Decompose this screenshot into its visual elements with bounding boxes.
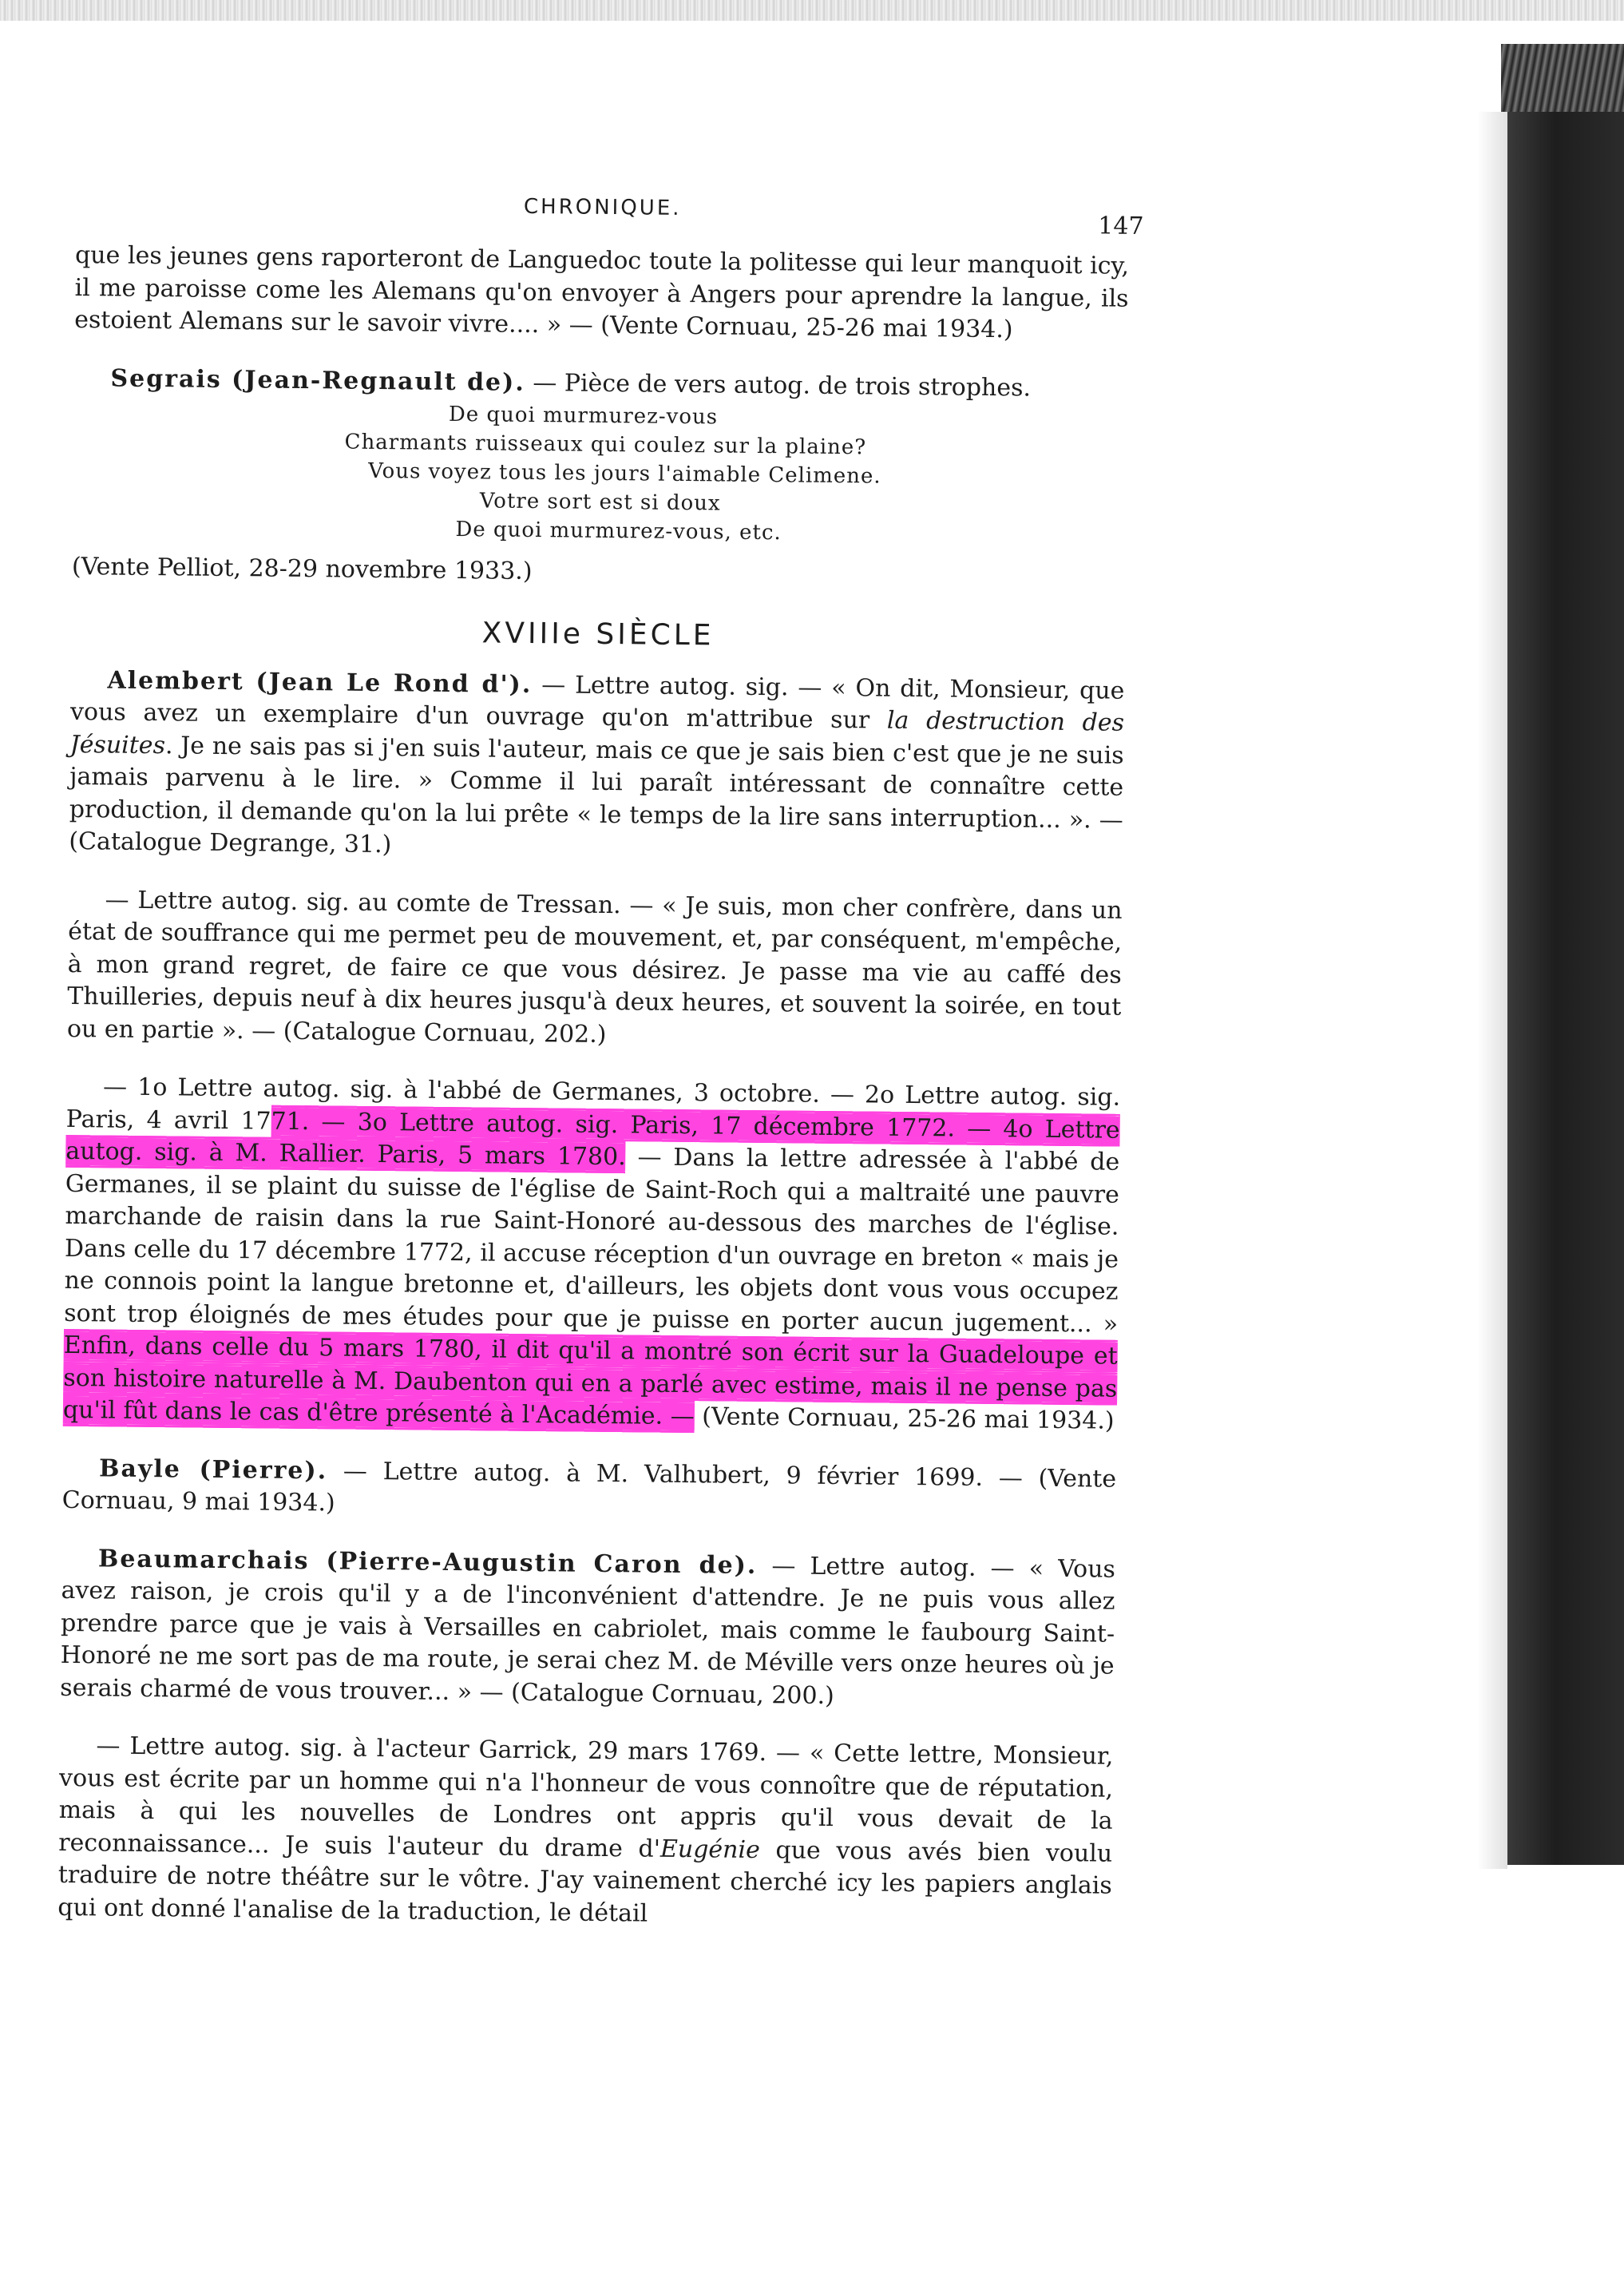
entry-name: Beaumarchais (Pierre-Augustin Caron de). xyxy=(97,1544,758,1580)
entry-text: . Je ne sais pas si j'en suis l'auteur, mais ce que je sais bien c'est que je ne suis jamais parvenu à le lire. » Comme il lui paraît intéressant de connaître cette production, il demande qu'on la lui prête « le temps de la lire sans interruption... ». — (Catalogue Degrange, 31.) xyxy=(69,731,1124,859)
highlighted-text: Enfin, dans celle du 5 mars 1780, il dit qu'il a montré son écrit sur la Guadeloupe et son histoire naturelle à M. Daubenton qui en a parlé avec estime, mais il ne pense pas qu'il fût dans le cas d'être présenté à l'Académie. — xyxy=(62,1331,1118,1431)
page-header xyxy=(75,184,1144,251)
citation-pelliot: (Vente Pelliot, 28-29 novembre 1933.) xyxy=(71,552,533,586)
entry-name: Alembert (Jean Le Rond d'). xyxy=(107,665,533,699)
entry-italic-title: Eugénie xyxy=(660,1835,761,1864)
entry-name: Bayle (Pierre). xyxy=(98,1454,328,1485)
entry-text: que vous avés bien voulu traduire de notre théâtre sur le vôtre. J'ay vainement cherché icy les papiers anglais qui ont donné l'analise de la traduction, le détail xyxy=(57,1835,1113,1928)
entry-italic-title: la destruction des Jésuites xyxy=(69,706,1125,760)
section-heading: XVIIIe SIÈCLE xyxy=(481,616,715,652)
page-number: 147 xyxy=(1098,212,1144,241)
poem-line: Vous voyez tous les jours l'aimable Celimene. xyxy=(368,458,881,489)
poem-line: Votre sort est si doux xyxy=(479,489,721,516)
poem-line: Charmants ruisseaux qui coulez sur la plaine? xyxy=(344,430,867,460)
poem-line: De quoi murmurez-vous, etc. xyxy=(455,518,782,545)
entry-text: — Lettre autog. à M. Valhubert, 9 février 1699. — (Vente Cornuau, 9 mai 1934.) xyxy=(61,1456,1117,1517)
poem xyxy=(72,396,1127,551)
entry-tressan: — Lettre autog. sig. au comte de Tressan. — « Je suis, mon cher confrère, dans un état de souffrance qui me permet peu de mouvement, et, par conséquent, m'empêche, à mon grand regret, de faire ce que vous désirez. Je passe ma vie au caffé des Thuilleries, depuis neuf à dix heures jusqu'à deux heures, et souvent la soirée, en tout ou en partie ». — (Catalogue Cornuau, 202.) xyxy=(66,885,1123,1049)
scan-edge-noise xyxy=(1501,44,1624,112)
entry-germanes xyxy=(63,1071,1121,1438)
paragraph-continuation: que les jeunes gens raporteront de Languedoc toute la politesse qui leur manquoit icy, il me paroisse come les Alemans qu'on envoyer à Angers pour aprendre la langue, ils estoient Alemans sur le savoir vivre.... » — (Vente Cornuau, 25-26 mai 1934.) xyxy=(74,240,1130,344)
scan-dark-right-edge xyxy=(1507,44,1624,1865)
poem-line: De quoi murmurez-vous xyxy=(448,402,719,430)
highlighted-text: 71. — 3o Lettre autog. sig. Paris, 17 décembre 1772. — 4o Lettre autog. sig. à M. Rallier. Paris, 5 mars 1780. xyxy=(65,1107,1120,1172)
running-head: CHRONIQUE. xyxy=(523,194,682,220)
entry-name: Segrais (Jean-Regnault de). xyxy=(110,363,525,397)
entry-text: — Lettre autog. — « Vous avez raison, je crois qu'il y a de l'inconvénient d'attendre. Je ne puis vous allez prendre parce que je vais à Versailles en cabriolet, mais comme le faubourg Saint-Honoré ne me sort pas de ma route, je serai chez M. de Méville vers onze heures où je serais charmé de vous trouver... » — (Catalogue Cornuau, 200.) xyxy=(60,1551,1116,1710)
entry-text: — Pièce de vers autog. de trois strophes. xyxy=(525,368,1032,403)
entry-bayle xyxy=(62,1452,1117,1528)
entry-text: — 1o Lettre autog. sig. à l'abbé de Germanes, 3 octobre. — 2o Lettre autog. sig. Paris, 4 avril 17 xyxy=(65,1073,1121,1136)
entry-text: (Vente Cornuau, 25-26 mai 1934.) xyxy=(694,1402,1115,1435)
entry-text: — Lettre autog. sig. à l'acteur Garrick, 29 mars 1769. — « Cette lettre, Monsieur, vous est écrite par un homme qui n'a l'honneur de vous connoître que de réputation, mais à qui les nouvelles de Londres ont appris qu'il vous devait de la reconnaissance... Je suis l'auteur du drame d' xyxy=(58,1732,1114,1863)
document-page xyxy=(57,184,1144,1935)
scan-gutter-shadow xyxy=(1477,112,1507,1869)
entry-text: — Lettre autog. sig. — « On dit, Monsieur, que vous avez un exemplaire d'un ouvrage qu'on m'attribue sur xyxy=(69,670,1125,735)
entry-beaumarchais xyxy=(60,1542,1115,1715)
entry-alembert xyxy=(69,664,1124,869)
entry-text: — Dans la lettre adressée à l'abbé de Germanes, il se plaint du suisse de l'église de Saint-Roch qui a maltraité une pauvre marchande de raisin dans la rue Saint-Honoré au-dessous des marches de l'église. Dans celle du 17 décembre 1772, il accuse réception d'un ouvrage en breton « mais je ne connois point la langue bretonne et, d'ailleurs, les objets dont vous vous occupez sont trop éloignés de mes études pour que je puisse en porter aucun jugement... » xyxy=(64,1143,1120,1339)
scan-top-edge xyxy=(0,0,1624,21)
entry-garrick xyxy=(57,1730,1113,1935)
